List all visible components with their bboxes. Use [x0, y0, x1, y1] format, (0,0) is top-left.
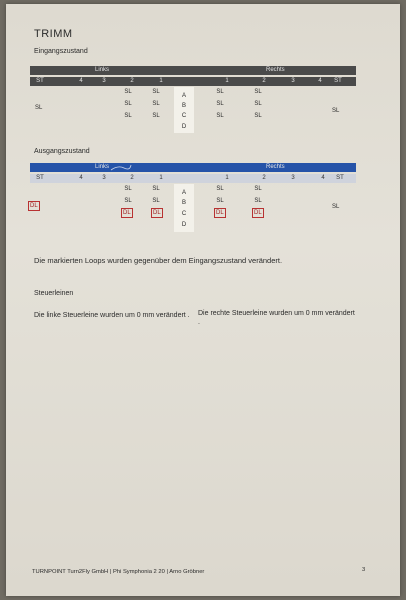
exit-center-a: A	[181, 190, 186, 196]
entry-r-r0c1: SL	[254, 89, 262, 95]
exit-col-r4: ST	[336, 175, 344, 181]
exit-left-bar	[30, 163, 174, 172]
exit-col-l2: 3	[102, 175, 106, 181]
entry-r-r2c0: SL	[216, 113, 224, 119]
exit-col-r0: 1	[225, 175, 229, 181]
exit-right-label: Rechts	[266, 164, 285, 170]
entry-l-r1c0: SL	[124, 101, 132, 107]
exit-r-r1c0: SL	[216, 198, 224, 204]
exit-col-r3: 4	[321, 175, 325, 181]
exit-st-left: DL	[30, 203, 38, 209]
exit-r-r0c1: SL	[254, 186, 262, 192]
entry-col-l0: ST	[36, 78, 44, 84]
exit-col-l3: 2	[130, 175, 134, 181]
exit-heading: Ausgangszustand	[34, 148, 90, 155]
entry-st-left: SL	[35, 105, 43, 111]
steuer-right: Die rechte Steuerleine wurden um 0 mm verändert .	[198, 310, 355, 326]
exit-marked-r1: DL	[254, 210, 262, 216]
entry-center-bar	[174, 66, 194, 75]
exit-col-header	[30, 174, 356, 183]
footer-text: TURNPOINT Turn2Fly GmbH | Phi Symphonia 2 20 | Arno Gröbner	[32, 569, 205, 575]
exit-l-r0c0: SL	[124, 186, 132, 192]
exit-col-l1: 4	[79, 175, 83, 181]
change-note: Die markierten Loops wurden gegenüber dem Eingangszustand verändert.	[34, 256, 283, 265]
entry-l-r2c1: SL	[152, 113, 160, 119]
entry-col-r0: 1	[225, 78, 229, 84]
entry-r-r2c1: SL	[254, 113, 262, 119]
steuer-left: Die linke Steuerleine wurden um 0 mm verändert .	[34, 312, 190, 319]
entry-l-r1c1: SL	[152, 101, 160, 107]
entry-l-r2c0: SL	[124, 113, 132, 119]
exit-center-c: C	[181, 211, 187, 217]
entry-center-c: C	[181, 113, 187, 119]
exit-r-r0c0: SL	[216, 186, 224, 192]
exit-col-l4: 1	[159, 175, 163, 181]
exit-center-b: B	[181, 200, 186, 206]
exit-l-r1c1: SL	[152, 198, 160, 204]
entry-l-r0c1: SL	[152, 89, 160, 95]
document-page	[6, 4, 400, 596]
entry-col-l2: 3	[102, 78, 106, 84]
exit-col-r2: 3	[291, 175, 295, 181]
exit-right-bar	[194, 163, 356, 172]
exit-marked-r0: DL	[216, 210, 224, 216]
entry-col-l3: 2	[130, 78, 134, 84]
entry-right-bar	[194, 66, 356, 75]
entry-col-r4: ST	[334, 78, 342, 84]
exit-l-r1c0: SL	[124, 198, 132, 204]
entry-center-d: D	[181, 124, 187, 130]
entry-col-l1: 4	[79, 78, 83, 84]
entry-col-r2: 3	[291, 78, 295, 84]
entry-left-bar	[30, 66, 174, 75]
exit-col-r1: 2	[262, 175, 266, 181]
exit-marked-l1: DL	[153, 210, 161, 216]
entry-col-l4: 1	[159, 78, 163, 84]
exit-r-r1c1: SL	[254, 198, 262, 204]
exit-center-bar	[174, 163, 194, 172]
entry-center-b: B	[181, 103, 186, 109]
page-title: TRIMM	[34, 28, 73, 40]
exit-st-right: SL	[332, 204, 340, 210]
exit-marked-l0: DL	[123, 210, 131, 216]
entry-r-r0c0: SL	[216, 89, 224, 95]
entry-r-r1c0: SL	[216, 101, 224, 107]
entry-col-header	[30, 77, 356, 86]
exit-center-d: D	[181, 222, 187, 228]
entry-r-r1c1: SL	[254, 101, 262, 107]
entry-left-label: Links	[95, 67, 110, 73]
entry-heading: Eingangszustand	[34, 48, 88, 55]
entry-col-r1: 2	[262, 78, 266, 84]
pen-mark-icon	[110, 163, 132, 172]
entry-center-a: A	[181, 93, 186, 99]
entry-l-r0c0: SL	[124, 89, 132, 95]
entry-col-r3: 4	[318, 78, 322, 84]
steuer-heading: Steuerleinen	[34, 290, 74, 297]
exit-col-l0: ST	[36, 175, 44, 181]
page-number: 3	[362, 567, 366, 573]
entry-right-label: Rechts	[266, 67, 285, 73]
entry-st-right: SL	[332, 108, 340, 114]
exit-left-label: Links	[95, 164, 110, 170]
exit-l-r0c1: SL	[152, 186, 160, 192]
